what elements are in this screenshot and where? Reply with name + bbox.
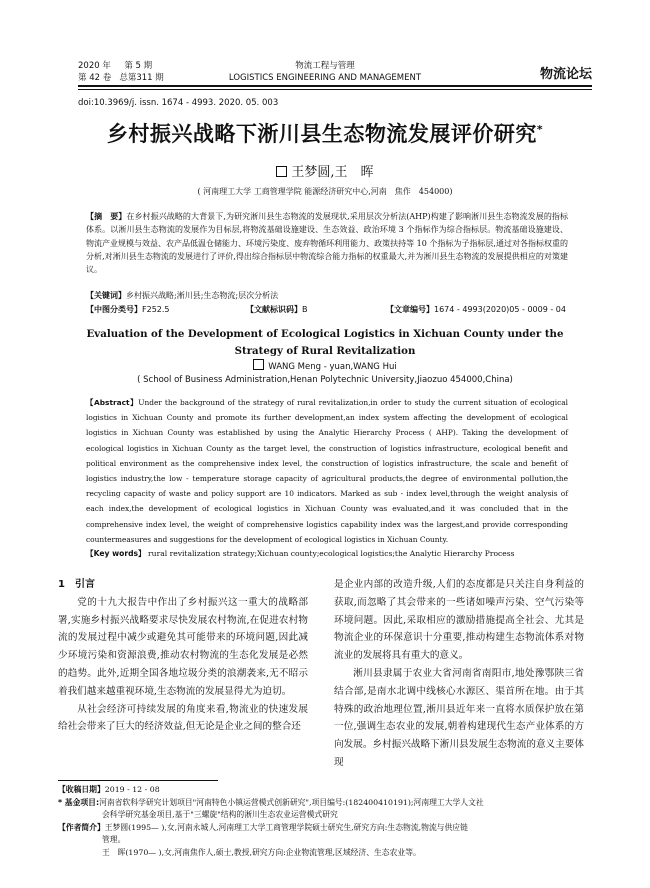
clc-label: 【中图分类号】 — [86, 305, 142, 314]
english-title-line1: Evaluation of the Development of Ecological Logistics in Xichuan County under the — [86, 328, 564, 340]
header-rule-thick — [78, 85, 592, 87]
classification-line — [86, 303, 568, 316]
doc-code-label: 【文献标识码】 — [246, 305, 302, 314]
english-abstract — [86, 395, 568, 547]
fund-line2: 会科学研究基金项目,基于"三螺旋"结构的淅川生态农业运营模式研究 — [102, 810, 338, 819]
journal-name-en: LOGISTICS ENGINEERING AND MANAGEMENT — [228, 73, 422, 83]
english-keywords — [86, 548, 568, 559]
english-abstract-label: 【Abstract】 — [86, 398, 139, 407]
header-issue: 第 5 期 — [124, 61, 153, 71]
doi: doi:10.3969/j. issn. 1674 - 4993. 2020. 05. 003 — [78, 98, 279, 108]
affiliation: ( 河南理工大学 工商管理学院 能源经济研究中心,河南 焦作 454000) — [197, 187, 453, 196]
fund-label: * 基金项目: — [58, 797, 100, 807]
article-no-label: 【文章编号】 — [386, 305, 434, 314]
body-column-left — [58, 576, 308, 736]
received-value: 2019 - 12 - 08 — [104, 785, 160, 794]
footnotes — [58, 784, 588, 859]
title-text: 乡村振兴战略下淅川县生态物流发展评价研究 — [106, 122, 537, 146]
clc-value: F252.5 — [142, 305, 170, 314]
author-info-label: 【作者简介】 — [58, 822, 105, 832]
keywords-cn — [86, 289, 568, 302]
author2-info: 王 晖(1970— ),女,河南焦作人,硕士,教授,研究方向:企业物流管理,区域经济、生态农业等。 — [102, 847, 421, 857]
fund-line1: 河南省软科学研究计划项目"河南特色小镇运营模式创新研究",项目编号:(182400410191);河南理工大学人文社 — [99, 797, 484, 807]
english-authors-text: WANG Meng - yuan,WANG Hui — [268, 362, 397, 372]
header-rule-thin — [78, 89, 592, 90]
paragraph: 从社会经济可持续发展的角度来看,物流业的快速发展给社会带来了巨大的经济效益,但无论是企业之间的整合还 — [58, 703, 308, 733]
english-affiliation: ( School of Business Administration,Henan Polytechnic University,Jiaozuo 454000,China) — [137, 375, 513, 385]
english-abstract-text: Under the background of the strategy of rural revitalization,in order to study the current situation of ecological logistics in Xichuan County and promote its further development,an index system affecting the development of ecological logistics in Xichuan County was established by using the Analytic Hierarchy Process ( AHP). Taking the development of ecological logistics in Xichuan County as the target level, the construction of logistics infrastructure, ecological benefit and political environment as the comprehensive index level, the construction of logistics infrastructure, the scale and benefit of logistics industry,the low - temperature storage capacity of agricultural products,the degree of environmental pollution,the recycling capacity of waste and policy support are 10 indicators. Marked as sub - index level,through the weight analysis of each index,the development of ecological logistics in Xichuan County was evaluated,and it was concluded that in the comprehensive index level, the weight of comprehensive logistics capability index was the largest,and provide corresponding countermeasures and suggestions for the development of ecological logistics in Xichuan County. — [86, 398, 568, 544]
author1-line1: 王梦圆(1995— ),女,河南永城人,河南理工大学工商管理学院硕士研究生,研究方向:生态物流,物流与供应链 — [104, 822, 468, 832]
footnote-rule — [58, 780, 218, 781]
authors-text: 王梦圆,王 晖 — [291, 165, 374, 180]
paper-title — [0, 118, 650, 148]
header-year: 2020 年 — [78, 61, 111, 71]
english-keywords-text: rural revitalization strategy;Xichuan county;ecological logistics;the Analytic Hierarchy Process — [148, 549, 515, 558]
authors — [0, 161, 650, 180]
body-column-right — [334, 576, 584, 772]
header-volume: 第 42 卷 — [78, 73, 112, 83]
abstract-label: 【摘 要】 — [86, 212, 127, 221]
paragraph: 是企业内部的改造升级,人们的态度都是只关注自身利益的获取,而忽略了其会带来的一些诸如噪声污染、空气污染等环境问题。因此,采取相应的激励措施提高全社会、尤其是物流企业的环保意识十分重要,推动构建生态物流体系对物流业的发展将具有重大的意义。 — [334, 579, 584, 662]
english-title-line2: Strategy of Rural Revitalization — [234, 345, 416, 357]
doc-code-value: B — [302, 305, 308, 314]
paragraph: 党的十九大报告中作出了乡村振兴这一重大的战略部署,实施乡村振兴战略要求尽快发展农村物流,在促进农村物流的发展过程中减少或避免其可能带来的环境问题,因此减少环境污染和资源浪费,推动农村物流的生态化发展是必然的趋势。此外,近期全国各地垃圾分类的浪潮袭来,无不昭示着我们越来越重视环境,生态物流的发展显得尤为迫切。 — [58, 596, 308, 697]
section-heading: 1 引言 — [58, 579, 95, 590]
fund-project — [58, 797, 588, 810]
author1-line2: 管理。 — [102, 835, 126, 844]
english-authors — [0, 359, 650, 372]
abstract-text: 在乡村振兴战略的大背景下,为研究淅川县生态物流的发展现状,采用层次分析法(AHP)构建了影响淅川县生态物流发展的指标体系。以淅川县生态物流的发展作为目标层,将物流基础设施建设、生态效益、政治环境 3 个指标作为综合指标层。物流基础设施建设、物流产业规模与效益、农产品低温仓储能力、环境污染度、废弃物循环利用能力、政策扶持等 10 个指标为子指标层,通过对各指标权重的分析,对淅川县生态物流的发展进行了评价,得出综合指标层中物流综合能力指标的权重最大,并为淅川县生态物流的发展提供相应的对策建议。 — [86, 212, 568, 275]
journal-name-cn: 物流工程与管理 — [295, 61, 355, 71]
checkbox-icon — [276, 166, 287, 177]
keywords-text: 乡村振兴战略;淅川县;生态物流;层次分析法 — [126, 291, 279, 300]
english-keywords-label: 【Key words】 — [86, 549, 146, 558]
received-date — [58, 784, 588, 797]
title-footnote-mark: * — [536, 123, 544, 136]
english-title — [0, 326, 650, 360]
received-label: 【收稿日期】 — [58, 785, 105, 794]
paragraph: 淅川县隶属于农业大省河南省南阳市,地处豫鄂陕三省结合部,是南水北调中线核心水源区、渠首所在地。由于其特殊的政治地理位置,淅川县近年来一直将水质保护放在第一位,强调生态农业的发展,朝着构建现代生态产业体系的方向发展。乡村振兴战略下淅川县发展生态物流的意义主要体现 — [334, 667, 584, 768]
checkbox-icon — [253, 359, 264, 370]
section-name: 物流论坛 — [539, 67, 592, 82]
article-no-value: 1674 - 4993(2020)05 - 0009 - 04 — [434, 305, 566, 314]
author-info — [58, 822, 588, 835]
header-total: 总第311 期 — [119, 73, 164, 83]
keywords-label: 【关键词】 — [86, 291, 126, 300]
abstract-cn — [86, 210, 568, 276]
